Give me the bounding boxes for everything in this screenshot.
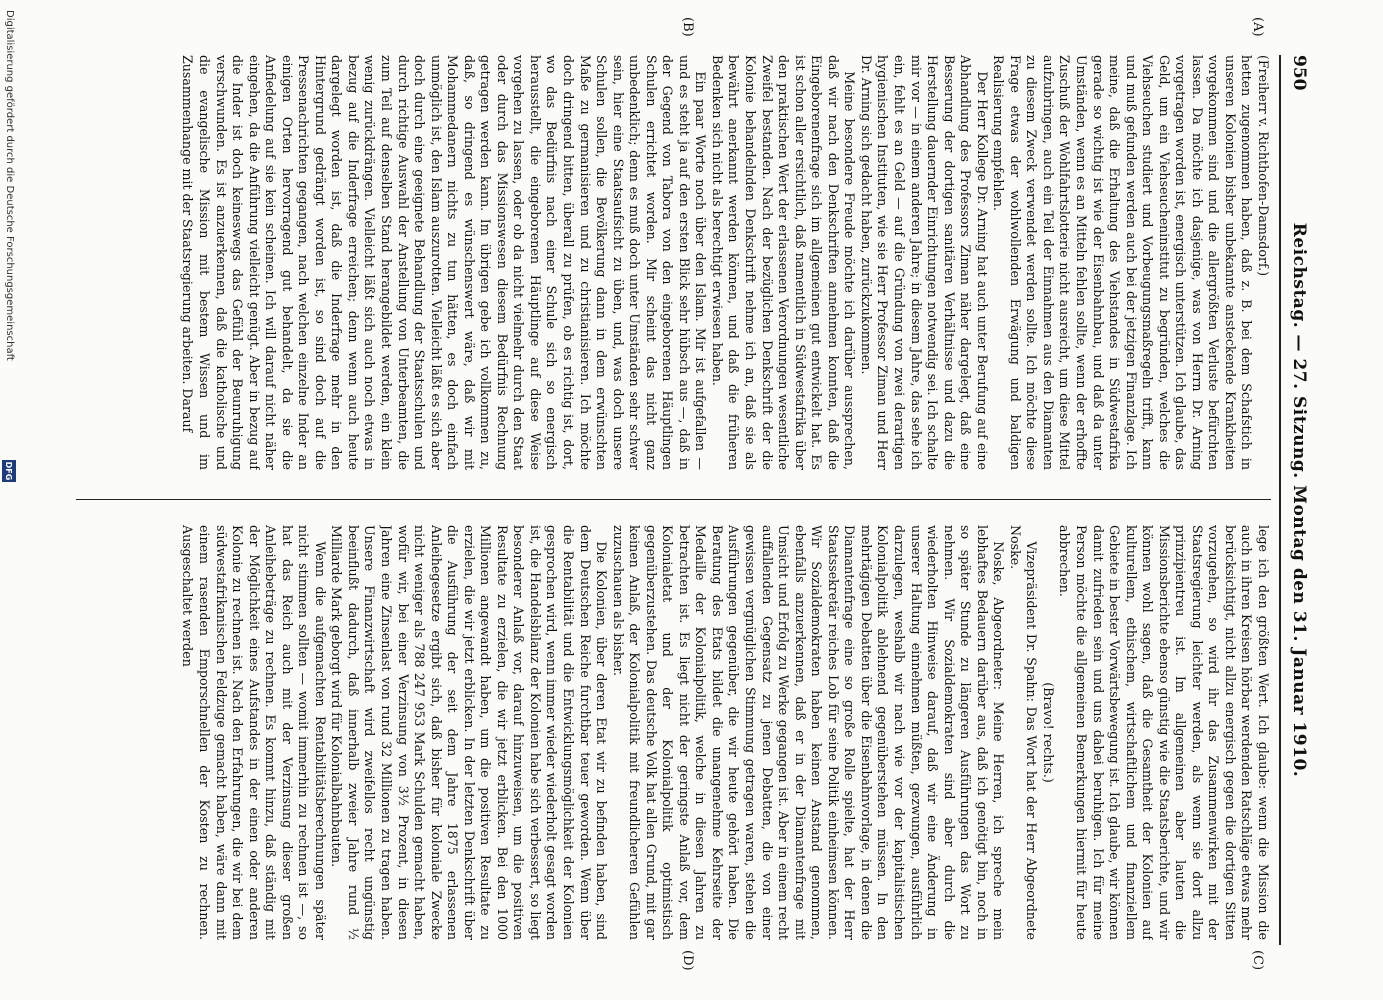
credit-strip (0, 0, 16, 1000)
column-rule (76, 499, 1271, 500)
paragraph: Vizepräsident Dr. Spahn: Das Wort hat der Herr Abgeordnete Noske. (1007, 525, 1040, 940)
paragraph: Noske, Abgeordneter: Meine Herren, ich spreche mein lebhaftes Bedauern darüber aus, daß ich genötigt bin, noch in so später Stunde zu längeren Ausführungen das Wort zu nehmen. Wir Sozialdemokraten sind aber durch die wiederholten Hinweise darauf, daß wir eine Änderung in unserer Haltung einnehmen müßten, gezwungen, ausführlich darzulegen, weshalb wir nach wie vor der kapitalistischen Kolonialpolitik ablehnend gegenüberstehen müssen. In den mehrtägigen Debatten über die Eisenbahnvorlage, in denen die Diamantenfrage eine so große Rolle spielte, hat der Herr Staatssekretär reiches Lob für seine Politik einheimsen können. Wir Sozialdemokraten haben keinen Anstand genommen, ebenfalls anzuerkennen, daß er in der Diamantenfrage mit Umsicht und Erfolg zu Werke gegangen ist. Aber in einem recht auffallenden Gegensatz zu jenen Debatten, die von einer gewissen vergnüglichen Stimmung getragen waren, stehen die Ausführungen gegenüber, die wir heute gehört haben. Die Beratung des Etats bildet die unangenehme Kehrseite der Medaille der Kolonialpolitik, welche in diesen Jahren zu betrachten ist. Es liegt nicht der geringste Anlaß vor, dem Kolonialetat und der Kolonialpolitik optimistisch gegenüberzustehen. Das deutsche Volk hat allen Grund, mit gar keinen Anlaß, der Kolonialpolitik mit freundlicheren Gefühlen zuzuschauen als bisher. (610, 525, 1007, 940)
margin-marker-b: (B) (680, 17, 695, 37)
margin-marker-c: (C) (1250, 950, 1265, 971)
applause-note: (Bravo! rechts.) (1040, 682, 1056, 783)
credit-text: Digitalisierung gefördert durch die Deutsche Forschungsgemeinschaft (4, 10, 15, 361)
margin-marker-d: (D) (680, 950, 695, 971)
running-title: Reichstag. — 27. Sitzung. Montag den 31. Januar 1910. (1289, 222, 1309, 778)
paragraph: Meine besondere Freude möchte ich darüber aussprechen, daß wir nach den Denkschriften annehmen konnten, daß die Eingeborenenfrage sich im allgemeinen gut entwickelt hat. Es ist schon aller ersichtlich, daß namentlich in Südwestafrika über den praktischen Wert der erlassenen Verordnungen wesentliche Zweifel bestanden. Nach der bezüglichen Denkschrift der die Kolonie behandelnden Denkschrift nehme ich an, daß sie als bewährt anerkannt werden können, und daß die früheren Bedenken sich nicht als berechtigt erwiesen haben. (709, 55, 858, 470)
margin-marker-a: (A) (1250, 17, 1265, 37)
paragraph: hetten zugenommen haben, daß z. B. bei dem Schafstich in unseren Kolonien bisher unbekannte ansteckende Krankheiten vorgekommen sind und die allergrößten Verluste befürchten lassen. Da möchte ich dasjenige, was von Herrn Dr. Arning vorgetragen worden ist, energisch unterstützen. Ich glaube, das Geld, um ein Viehseucheninstitut zu begründen, welches die Viehseuchen studiert und Vorbeugungsmaßregeln trifft, kann und muß gefunden werden auch bei der jetzigen Finanzlage. Ich meine, daß die Erhaltung des Viehstandes in Südwestafrika gerade so wichtig ist wie der Eisenbahnbau, und daß da unter Umständen, wenn es an Mitteln fehlen sollte, wenn der erhoffte Zuschuß der Wohlfahrtslotterie nicht ausreicht, um diese Mittel aufzubringen, auch ein Teil der Einnahmen aus den Diamanten zu diesem Zweck verwendet werden sollte. Ich möchte diese Frage etwas der wohlwollenden Erwägung und baldigen Realisierung empfehlen. (991, 55, 1255, 470)
left-column (76, 55, 1271, 470)
page-header (1279, 55, 1315, 945)
right-column (76, 525, 1271, 940)
paragraph: Die Kolonien, über deren Etat wir zu befinden haben, sind dem Deutschen Reiche furchtbar teuer geworden. Wenn über die Rentabilität und die Entwicklungsmöglichkeit der Kolonien gesprochen wird, wenn immer wieder wiederholt gesagt worden ist, die Handelsbilanz der Kolonien habe sich verbessert, so liegt besonderer Anlaß vor, darauf hinzuweisen, um die positiven Resultate zu erzielen, die wir jetzt erblicken. Bei den 1000 Millionen angewandt haben, um die positiven Resultate zu erzielen, die wir jetzt erblicken. In der letzten Denkschrift über die Ausführung der seit dem Jahre 1875 erlassenen Anleihegesetze ergibt sich, daß bisher für koloniale Zwecke nicht weniger als 788 247 953 Mark Schulden gemacht haben, wofür wir, bei einer Verzinsung von 3½ Prozent, in diesen Jahren eine Zinsenlast von rund 32 Millionen zu tragen haben. Unsere Finanzwirtschaft wird zweifellos recht ungünstig beeinflußt dadurch, daß innerhalb zweier Jahre rund ½ Milliarde Mark geborgt wird für Kolonialbahnbauten. (329, 525, 610, 940)
paragraph: Der Herr Kollege Dr. Arning hat auch unter Berufung auf eine Abhandlung des Professors Ziman näher dargelegt, daß eine Besserung der dortigen sanitären Verhältnisse und dazu die Herstellung dauernder Einrichtungen notwendig sei. Ich schalte mir vor — in einem anderen Jahre; in diesem Jahre, das sehe ich ein, fehlt es an Geld — auf die Gründung von zwei derartigen hygienischen Instituten, wie sie Herr Professor Ziman und Herr Dr. Arning sich gedacht haben, zurückzukommen. (858, 55, 990, 470)
paragraph: Ein paar Worte noch über den Islam. Mir ist aufgefallen — und es steht ja auf den ersten Blick sehr hübsch aus —, daß in der Gegend von Tabora von den eingeborenen Häuptlingen Schulen errichtet worden. Mir scheint das nicht ganz unbedenklich; denn es muß doch unter Umständen sehr schwer sein, hier eine Staatsaufsicht zu üben, und, was doch unsere Schulen sollen, die Bevölkerung dann in dem erwünschten Maße zu germanisieren und zu christianisieren. Ich möchte doch dringend bitten, überall zu prüfen, ob es richtig ist, dort, wo das Bedürfnis nach einer Schule sich so energisch herausstellt, die eingeborenen Häuptlinge auf diese Weise vorgehen zu lassen, oder ob da nicht vielmehr durch den Staat oder durch das Missionswesen diesem Bedürfnis Rechnung getragen werden kann. Im übrigen gebe ich vollkommen zu, daß, so dringend es wünschenswert wäre, daß wir mit Mohammedanern nichts zu tun hätten, es doch einfach unmöglich ist, den Islam auszurotten. Vielleicht läßt es sich aber doch durch eine geeignete Behandlung der Staatsschulen und durch richtige Auswahl der Anstellung von Unterbeamten, die zum Teil auf denselben Stand herangebildet werden, ein klein wenig zurückdrängen. Vielleicht läßt sich auch noch etwas in bezug auf die Inderfrage erreichen; denn wenn auch heute dargelegt worden ist, daß die Inderfrage mehr in den Hintergrund gedrängt worden ist, so sind doch auf die Pressenachrichten gegangen, nach welchen einzelne Inder an einigen Orten hervorragend gut behandelt, da sie die Anfiedelung auf sie kein scheinen. Ich will darauf nicht näher eingehen, da die Anführung vielleicht genügt. Aber in bezug auf die Inder ist doch keineswegs das Gefühl der Beunruhigung verschwunden. Es ist anzuerkennen, daß die katholische und die evangelische Mission mit bestem Wissen und im Zusammenhange mit der Staatsregierung arbeiten. Darauf (180, 55, 709, 470)
paragraph: lege ich den größten Wert. Ich glaube: wenn die Mission die auch in ihren Kreisen hörbar werdenden Ratschläge etwas mehr berücksichtigt, nicht allzu energisch gegen die dortigen Sitten vorzugehen, so wird ihr das Zusammenwirken mit der Staatsregierung leichter werden, als wenn sie dort allzu prinzipientreu ist. Im allgemeinen aber lauten die Missionsberichte ebenso günstig wie die Staatsberichte, und wir können wohl sagen, daß die Gesamtheit der Kolonien auf kulturellem, ethischem, wirtschaftlichem und finanziellem Gebiete in bester Vorwärtsbewegung ist. Ich glaube, wir können damit zufrieden sein und uns dabei beruhigen. Ich für meine Person möchte die allgemeinen Bemerkungen hiermit für heute abbrechen. (1057, 525, 1271, 940)
paragraph: Wenn die aufgemachten Rentabilitätsberechnungen später nicht stimmen sollten — womit immerhin zu rechnen ist —, so hat das Reich auch mit der Verzinsung dieser großen Anleihebeträge zu rechnen. Es kommt hinzu, daß ständig mit der Möglichkeit eines Aufstandes in der einen oder anderen Kolonie zu rechnen ist. Nach den Erfahrungen, die wir bei dem südwestafrikanischen Feldzuge gemacht haben, wäre dann mit einem rasenden Emporschnellen der Kosten zu rechnen. Ausgeschaltet werden (180, 525, 328, 940)
speaker-line: (Freiherr v. Richthofen-Damsdorf.) (1256, 55, 1271, 277)
page-number: 950 (1289, 55, 1309, 91)
dfg-logo: DFG (2, 460, 16, 482)
page-content (65, 17, 1315, 971)
